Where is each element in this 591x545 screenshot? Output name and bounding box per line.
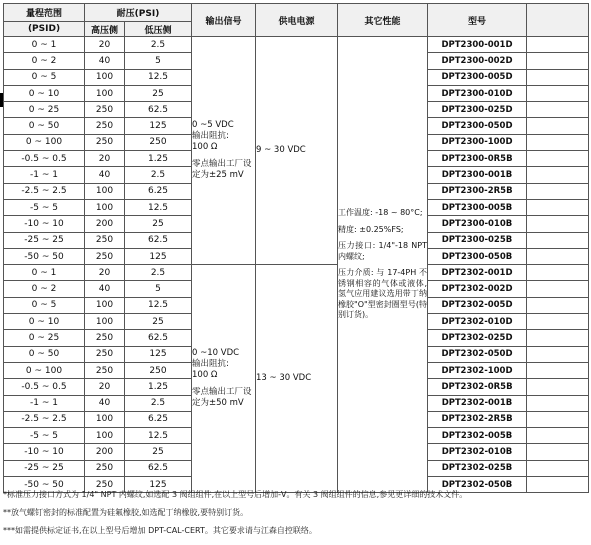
- range-cell: -0.5 ~ 0.5: [4, 151, 85, 167]
- low-side-cell: 62.5: [125, 460, 192, 476]
- footnote-3: ***如需提供标定证书,在以上型号后增加 DPT-CAL-CERT。其它要求请与江森自控联络。: [3, 526, 317, 535]
- other-specs-cell: [338, 37, 428, 493]
- high-side-cell: 200: [85, 216, 125, 232]
- high-side-cell: 250: [85, 248, 125, 264]
- low-side-cell: 250: [125, 134, 192, 150]
- model-cell: DPT2300-050B: [428, 248, 527, 264]
- range-cell: -25 ~ 25: [4, 460, 85, 476]
- range-cell: -10 ~ 10: [4, 216, 85, 232]
- blank-cell: [527, 428, 589, 444]
- blank-cell: [527, 118, 589, 134]
- low-side-cell: 5: [125, 281, 192, 297]
- high-side-cell: 250: [85, 460, 125, 476]
- range-cell: 0 ~ 10: [4, 85, 85, 101]
- low-side-cell: 6.25: [125, 183, 192, 199]
- table-body: [4, 37, 589, 493]
- range-cell: 0 ~ 50: [4, 118, 85, 134]
- blank-cell: [527, 346, 589, 362]
- range-cell: 0 ~ 5: [4, 69, 85, 85]
- low-side-cell: 25: [125, 85, 192, 101]
- range-cell: 0 ~ 5: [4, 297, 85, 313]
- output-line: 输出阻抗:: [192, 359, 229, 370]
- low-side-cell: 125: [125, 477, 192, 493]
- power-header: 供电电源: [256, 4, 338, 37]
- blank-cell: [527, 216, 589, 232]
- range-cell: 0 ~ 2: [4, 53, 85, 69]
- spec-media: 压力介质: 与 17-4PH 不锈钢相容的气体或液体, 氢气应用建议选用带丁纳橡胶"O"型密封圈型号(特别订货)。: [338, 268, 427, 320]
- low-side-cell: 6.25: [125, 411, 192, 427]
- model-cell: DPT2300-005B: [428, 199, 527, 215]
- blank-cell: [527, 297, 589, 313]
- blank-cell: [527, 151, 589, 167]
- high-side-cell: 100: [85, 85, 125, 101]
- model-cell: DPT2302-010D: [428, 314, 527, 330]
- model-cell: DPT2300-001D: [428, 37, 527, 53]
- power-supply-cell: 13 ~ 30 VDC: [256, 265, 338, 493]
- model-cell: DPT2302-005B: [428, 428, 527, 444]
- model-cell: DPT2302-100D: [428, 362, 527, 378]
- model-cell: DPT2302-005D: [428, 297, 527, 313]
- model-cell: DPT2302-025D: [428, 330, 527, 346]
- low-side-cell: 5: [125, 53, 192, 69]
- high-side-cell: 100: [85, 297, 125, 313]
- range-cell: 0 ~ 1: [4, 37, 85, 53]
- high-side-cell: 250: [85, 118, 125, 134]
- high-side-cell: 100: [85, 199, 125, 215]
- range-cell: -1 ~ 1: [4, 395, 85, 411]
- range-cell: -1 ~ 1: [4, 167, 85, 183]
- model-cell: DPT2300-025D: [428, 102, 527, 118]
- blank-cell: [527, 232, 589, 248]
- blank-cell: [527, 199, 589, 215]
- range-cell: 0 ~ 1: [4, 265, 85, 281]
- high-side-cell: 250: [85, 232, 125, 248]
- range-cell: 0 ~ 10: [4, 314, 85, 330]
- high-side-cell: 250: [85, 362, 125, 378]
- model-cell: DPT2300-010D: [428, 85, 527, 101]
- high-side-cell: 20: [85, 265, 125, 281]
- blank-cell: [527, 69, 589, 85]
- low-side-cell: 125: [125, 248, 192, 264]
- range-cell: 0 ~ 25: [4, 330, 85, 346]
- high-side-cell: 20: [85, 379, 125, 395]
- model-cell: DPT2300-002D: [428, 53, 527, 69]
- high-side-header: 高压侧: [85, 22, 125, 37]
- model-cell: DPT2300-005D: [428, 69, 527, 85]
- low-side-cell: 1.25: [125, 379, 192, 395]
- model-cell: DPT2300-050D: [428, 118, 527, 134]
- high-side-cell: 40: [85, 53, 125, 69]
- model-cell: DPT2300-0R5B: [428, 151, 527, 167]
- high-side-cell: 200: [85, 444, 125, 460]
- table-row: [4, 265, 589, 281]
- model-cell: DPT2300-010B: [428, 216, 527, 232]
- output-line: 100 Ω: [192, 142, 218, 153]
- output-signal-cell: [192, 37, 256, 265]
- low-side-cell: 12.5: [125, 297, 192, 313]
- spec-temp: 工作温度: -18 ~ 80°C;: [338, 208, 423, 218]
- other-header: 其它性能: [338, 4, 428, 37]
- spec-accuracy: 精度: ±0.25%FS;: [338, 224, 404, 234]
- low-side-cell: 1.25: [125, 151, 192, 167]
- blank-cell: [527, 167, 589, 183]
- range-cell: -50 ~ 50: [4, 477, 85, 493]
- output-zero-note: 零点输出工厂设定为±25 mV: [192, 159, 252, 181]
- model-cell: DPT2302-001B: [428, 395, 527, 411]
- blank-cell: [527, 281, 589, 297]
- range-cell: -50 ~ 50: [4, 248, 85, 264]
- model-cell: DPT2302-2R5B: [428, 411, 527, 427]
- pressure-header: 耐压(PSI): [85, 4, 192, 22]
- blank-cell: [527, 134, 589, 150]
- model-header: 型号: [428, 4, 527, 37]
- high-side-cell: 40: [85, 167, 125, 183]
- footnote-2: **放气螺钉密封的标准配置为硅氟橡胶,如选配丁纳橡胶,要特别订货。: [3, 508, 249, 517]
- low-side-cell: 125: [125, 118, 192, 134]
- range-cell: -5 ~ 5: [4, 428, 85, 444]
- table-header: [4, 4, 589, 37]
- model-cell: DPT2300-025B: [428, 232, 527, 248]
- range-cell: 0 ~ 50: [4, 346, 85, 362]
- blank-cell: [527, 314, 589, 330]
- high-side-cell: 100: [85, 411, 125, 427]
- blank-cell: [527, 411, 589, 427]
- footnotes: [3, 486, 588, 540]
- range-cell: -5 ~ 5: [4, 199, 85, 215]
- range-header: 量程范围: [4, 4, 85, 22]
- high-side-cell: 250: [85, 330, 125, 346]
- range-cell: -0.5 ~ 0.5: [4, 379, 85, 395]
- model-cell: DPT2302-0R5B: [428, 379, 527, 395]
- spec-table: [3, 3, 589, 493]
- high-side-cell: 100: [85, 183, 125, 199]
- blank-cell: [527, 85, 589, 101]
- blank-cell: [527, 460, 589, 476]
- low-side-cell: 62.5: [125, 330, 192, 346]
- blank-cell: [527, 444, 589, 460]
- blank-header: [527, 4, 589, 37]
- model-cell: DPT2302-025B: [428, 460, 527, 476]
- high-side-cell: 100: [85, 69, 125, 85]
- range-cell: -25 ~ 25: [4, 232, 85, 248]
- high-side-cell: 250: [85, 477, 125, 493]
- footnote-1: *标准压力接口方式为 1/4" NPT 内螺纹,如选配 3 阀组组件,在以上型号后增加-V。有关 3 阀组组件的信息,参见更详细的技术文件。: [3, 490, 468, 499]
- high-side-cell: 100: [85, 428, 125, 444]
- model-cell: DPT2302-001D: [428, 265, 527, 281]
- range-cell: 0 ~ 100: [4, 362, 85, 378]
- output-line: 输出阻抗:: [192, 131, 229, 142]
- low-side-cell: 62.5: [125, 232, 192, 248]
- output-line: 0 ~10 VDC: [192, 348, 240, 359]
- output-line: 0 ~5 VDC: [192, 120, 234, 131]
- low-side-cell: 12.5: [125, 69, 192, 85]
- high-side-cell: 100: [85, 314, 125, 330]
- model-cell: DPT2300-100D: [428, 134, 527, 150]
- model-cell: DPT2302-002D: [428, 281, 527, 297]
- low-side-cell: 25: [125, 314, 192, 330]
- low-side-cell: 2.5: [125, 265, 192, 281]
- output-signal-cell: [192, 265, 256, 493]
- blank-cell: [527, 37, 589, 53]
- blank-cell: [527, 330, 589, 346]
- model-cell: DPT2302-010B: [428, 444, 527, 460]
- low-side-cell: 12.5: [125, 199, 192, 215]
- range-cell: 0 ~ 2: [4, 281, 85, 297]
- high-side-cell: 40: [85, 281, 125, 297]
- high-side-cell: 250: [85, 346, 125, 362]
- range-cell: 0 ~ 25: [4, 102, 85, 118]
- high-side-cell: 250: [85, 102, 125, 118]
- low-side-cell: 2.5: [125, 395, 192, 411]
- low-side-cell: 25: [125, 216, 192, 232]
- low-side-cell: 62.5: [125, 102, 192, 118]
- low-side-cell: 25: [125, 444, 192, 460]
- blank-cell: [527, 395, 589, 411]
- blank-cell: [527, 102, 589, 118]
- low-side-cell: 125: [125, 346, 192, 362]
- range-unit-header: (PSID): [4, 22, 85, 37]
- output-header: 输出信号: [192, 4, 256, 37]
- range-cell: 0 ~ 100: [4, 134, 85, 150]
- model-cell: DPT2300-2R5B: [428, 183, 527, 199]
- range-cell: -2.5 ~ 2.5: [4, 183, 85, 199]
- blank-cell: [527, 265, 589, 281]
- blank-cell: [527, 183, 589, 199]
- blank-cell: [527, 362, 589, 378]
- low-side-cell: 2.5: [125, 167, 192, 183]
- table-row: [4, 37, 589, 53]
- blank-cell: [527, 379, 589, 395]
- high-side-cell: 20: [85, 151, 125, 167]
- low-side-header: 低压侧: [125, 22, 192, 37]
- model-cell: DPT2302-050D: [428, 346, 527, 362]
- high-side-cell: 250: [85, 134, 125, 150]
- low-side-cell: 12.5: [125, 428, 192, 444]
- output-line: 100 Ω: [192, 370, 218, 381]
- high-side-cell: 40: [85, 395, 125, 411]
- low-side-cell: 2.5: [125, 37, 192, 53]
- model-cell: DPT2300-001B: [428, 167, 527, 183]
- output-zero-note: 零点输出工厂设定为±50 mV: [192, 387, 252, 409]
- blank-cell: [527, 248, 589, 264]
- range-cell: -10 ~ 10: [4, 444, 85, 460]
- blank-cell: [527, 53, 589, 69]
- model-cell: DPT2302-050B: [428, 477, 527, 493]
- low-side-cell: 250: [125, 362, 192, 378]
- spec-port: 压力接口: 1/4"-18 NPT 内螺纹;: [338, 241, 427, 261]
- range-cell: -2.5 ~ 2.5: [4, 411, 85, 427]
- power-supply-cell: 9 ~ 30 VDC: [256, 37, 338, 265]
- high-side-cell: 20: [85, 37, 125, 53]
